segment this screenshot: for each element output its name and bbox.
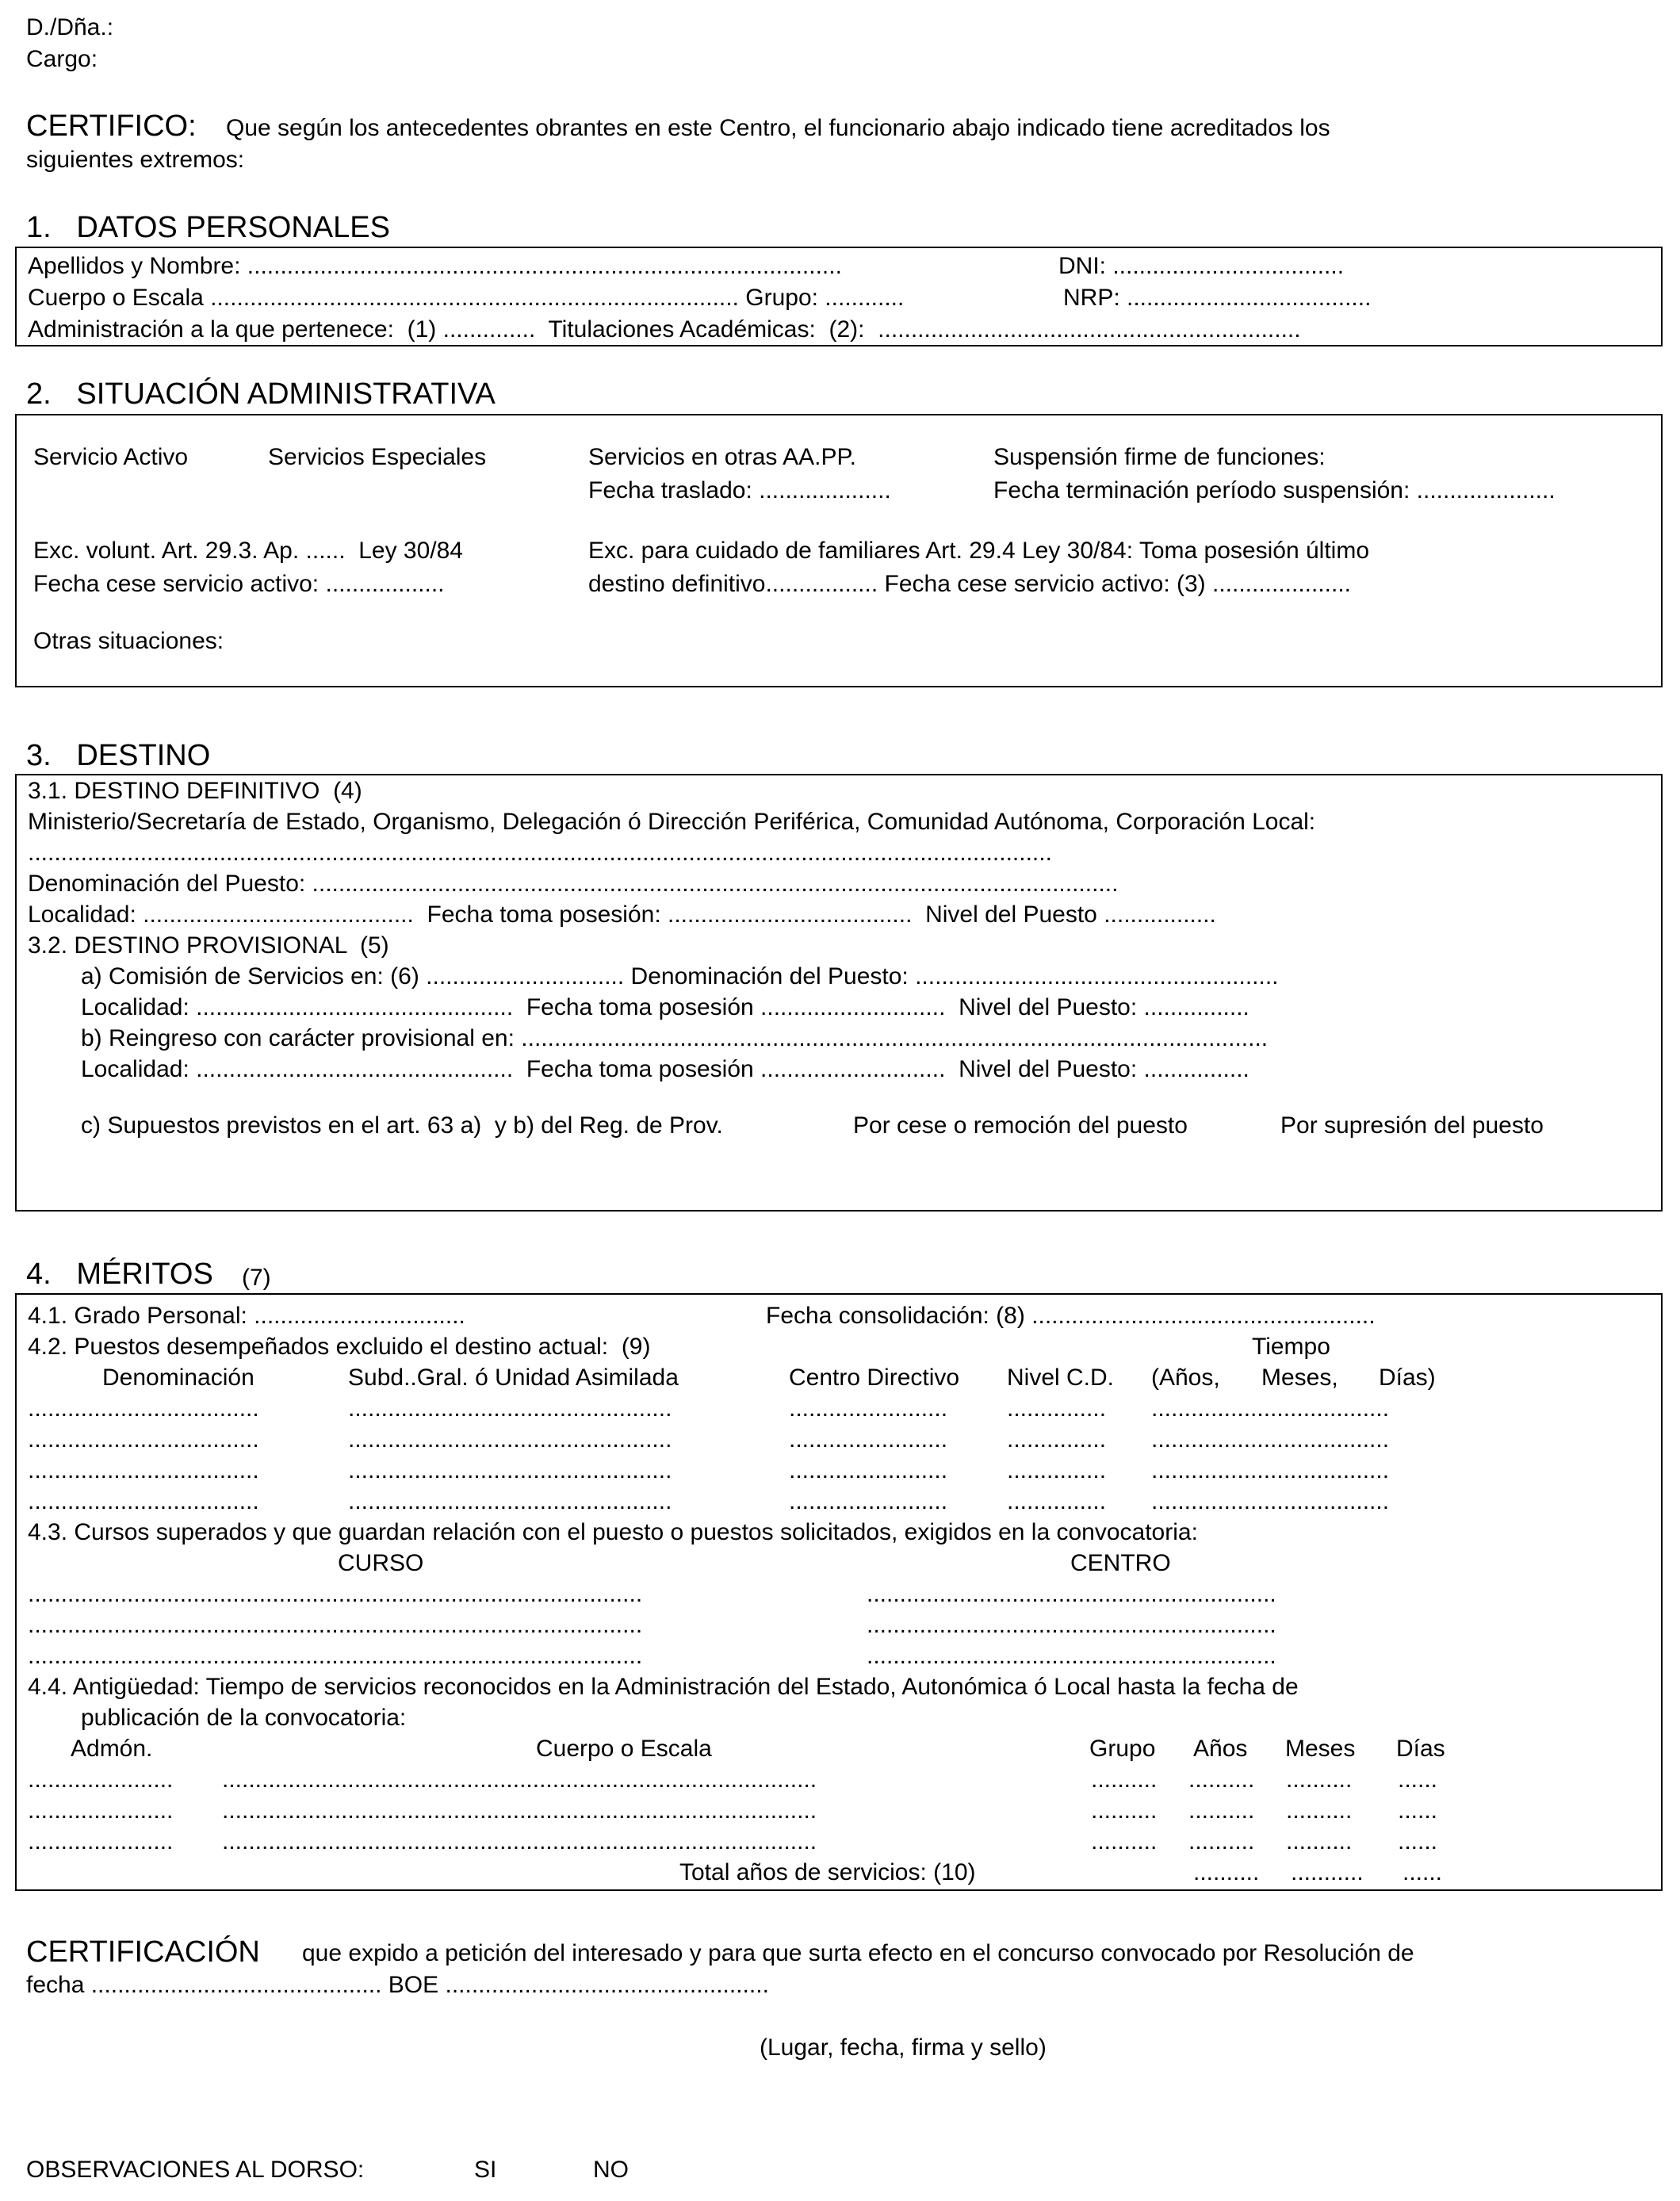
total-meses-value: ........... <box>1291 1859 1364 1885</box>
observaciones-si-option: SI <box>474 2157 497 2183</box>
col-meses: Meses, <box>1261 1365 1338 1391</box>
fecha-traslado-field: Fecha traslado: .................... <box>588 477 891 503</box>
row-cell-nivel: ............... <box>1007 1426 1107 1453</box>
ministerio-field: Ministerio/Secretaría de Estado, Organismo, Delegación ó Dirección Periférica, Comunidad Autónoma, Corporación Local: <box>28 809 1316 835</box>
fecha-consolidacion-field: Fecha consolidación: (8) .................................................... <box>766 1303 1376 1329</box>
fecha-cese-field: Fecha cese servicio activo: .................. <box>33 571 445 597</box>
row-cell-centro: ........................ <box>789 1426 948 1453</box>
row-cell-tiempo: .................................... <box>1151 1488 1390 1514</box>
table-row <box>17 1459 1661 1490</box>
col-denominacion: Denominación <box>102 1365 254 1391</box>
comision-servicios-field: a) Comisión de Servicios en: (6) .............................. Denominación del Puesto: ....................................................... <box>81 963 1279 989</box>
row-cell-centro: ........................ <box>789 1488 948 1514</box>
servicio-activo-option: Servicio Activo <box>33 444 189 470</box>
supuestos-option: c) Supuestos previstos en el art. 63 a) y b) del Reg. de Prov. <box>81 1112 723 1139</box>
observaciones-label: OBSERVACIONES AL DORSO: <box>26 2157 365 2183</box>
section-4-title: 4. MÉRITOS <box>26 1257 213 1291</box>
antiguedad-heading: 4.4. Antigüedad: Tiempo de servicios reconocidos en la Administración del Estado, Autonómica ó Local hasta la fecha de <box>28 1674 1299 1700</box>
section-4-note: (7) <box>242 1265 271 1291</box>
row-cell-dias: ...... <box>1398 1828 1438 1855</box>
col-nivel-cd: Nivel C.D. <box>1007 1365 1115 1391</box>
row-cell-tiempo: .................................... <box>1151 1395 1390 1422</box>
col-meses: Meses <box>1285 1736 1356 1762</box>
section-1-box <box>15 247 1663 346</box>
certificacion-heading: CERTIFICACIÓN <box>26 1935 260 1969</box>
localidad-field: Localidad: ......................................... Fecha toma posesión: ..................................... Nivel del Puesto ................. <box>28 901 1216 928</box>
table-row <box>17 1799 1661 1830</box>
section-4-box <box>15 1293 1663 1891</box>
antiguedad-heading-cont: publicación de la convocatoria: <box>81 1705 407 1731</box>
apellidos-field: Apellidos y Nombre: .......................................................................................... <box>28 253 842 279</box>
col-admon: Admón. <box>71 1736 153 1762</box>
row-cell-tiempo: .................................... <box>1151 1457 1390 1483</box>
table-row <box>17 1768 1661 1799</box>
row-cell-subdireccion: ................................................. <box>348 1426 672 1453</box>
fecha-terminacion-field: Fecha terminación período suspensión: ..................... <box>993 477 1556 503</box>
dni-field: DNI: ................................... <box>1058 253 1345 279</box>
table-row <box>17 1397 1661 1428</box>
localidad-reingreso-field: Localidad: ................................................ Fecha toma posesión ............................ Nivel del Puesto: ................ <box>81 1056 1249 1082</box>
col-dias: Días <box>1396 1736 1445 1762</box>
row-cell-dias: ...... <box>1398 1767 1438 1793</box>
otras-aapp-option: Servicios en otras AA.PP. <box>588 444 856 470</box>
certifico-heading: CERTIFICO: <box>26 109 197 143</box>
row-cell-curso: ............................................................................................. <box>28 1612 643 1638</box>
row-cell-centro: .............................................................. <box>867 1612 1276 1638</box>
table-row <box>17 1830 1661 1861</box>
row-cell-nivel: ............... <box>1007 1488 1107 1514</box>
row-cell-admon: ...................... <box>28 1797 174 1824</box>
certificacion-text: que expido a petición del interesado y para que surta efecto en el concurso convocado por Resolución de <box>302 1940 1414 1966</box>
row-cell-subdireccion: ................................................. <box>348 1457 672 1483</box>
table-row <box>17 1613 1661 1644</box>
row-cell-centro: .............................................................. <box>867 1581 1276 1607</box>
row-cell-denominacion: ................................... <box>28 1488 259 1514</box>
otras-situaciones-field: Otras situaciones: <box>33 628 224 654</box>
grado-personal-field: 4.1. Grado Personal: ................................ <box>28 1303 465 1329</box>
table-row <box>17 1428 1661 1459</box>
exc-voluntaria-option: Exc. volunt. Art. 29.3. Ap. ...... Ley 30/84 <box>33 538 463 564</box>
col-centro-directivo: Centro Directivo <box>789 1365 960 1391</box>
row-cell-nivel: ............... <box>1007 1457 1107 1483</box>
row-cell-grupo: .......... <box>1091 1767 1158 1793</box>
table-row <box>17 1490 1661 1521</box>
row-cell-grupo: .......... <box>1091 1828 1158 1855</box>
row-cell-curso: ............................................................................................. <box>28 1581 643 1607</box>
row-cell-centro: .............................................................. <box>867 1643 1276 1669</box>
table-row <box>17 1644 1661 1675</box>
row-cell-admon: ...................... <box>28 1828 174 1855</box>
col-anos: Años <box>1193 1736 1248 1762</box>
row-cell-anos: .......... <box>1188 1767 1255 1793</box>
total-anos-label: Total años de servicios: (10) <box>679 1859 976 1885</box>
cuerpo-field: Cuerpo o Escala ................................................................................ Grupo: ............ <box>28 285 905 311</box>
row-cell-nivel: ............... <box>1007 1395 1107 1422</box>
destino-definitivo-field: destino definitivo................. Fecha cese servicio activo: (3) ..................... <box>588 571 1352 597</box>
total-anos-value: .......... <box>1193 1859 1260 1885</box>
localidad-comision-field: Localidad: ................................................ Fecha toma posesión ............................ Nivel del Puesto: ................ <box>81 994 1249 1020</box>
col-grupo: Grupo <box>1089 1736 1156 1762</box>
denominacion-puesto-field: Denominación del Puesto: .......................................................................................................................... <box>28 871 1119 897</box>
cargo-field: Cargo: <box>26 46 98 72</box>
person-field: D./Dña.: <box>26 14 114 40</box>
row-cell-tiempo: .................................... <box>1151 1426 1390 1453</box>
destino-provisional-heading: 3.2. DESTINO PROVISIONAL (5) <box>28 932 389 959</box>
section-2-title: 2. SITUACIÓN ADMINISTRATIVA <box>26 377 496 411</box>
col-dias: Días) <box>1379 1365 1436 1391</box>
row-cell-cuerpo: .......................................................................................... <box>222 1828 817 1855</box>
destino-definitivo-heading: 3.1. DESTINO DEFINITIVO (4) <box>28 778 362 804</box>
section-3-box <box>15 774 1663 1212</box>
row-cell-subdireccion: ................................................. <box>348 1488 672 1514</box>
certifico-text-cont: siguientes extremos: <box>26 147 245 173</box>
total-dias-value: ...... <box>1403 1859 1443 1885</box>
administracion-field: Administración a la que pertenece: (1) .............. Titulaciones Académicas: (2): ................................................................ <box>28 316 1301 343</box>
cese-remocion-option: Por cese o remoción del puesto <box>853 1112 1188 1139</box>
row-cell-curso: ............................................................................................. <box>28 1643 643 1669</box>
ministerio-fill-line: ........................................................................................................................................................... <box>28 840 1052 866</box>
lugar-fecha-firma-sello: (Lugar, fecha, firma y sello) <box>760 2034 1047 2061</box>
section-3-title: 3. DESTINO <box>26 739 211 772</box>
row-cell-centro: ........................ <box>789 1457 948 1483</box>
col-anos: (Años, <box>1151 1365 1220 1391</box>
row-cell-denominacion: ................................... <box>28 1426 259 1453</box>
observaciones-no-option: NO <box>593 2157 629 2183</box>
row-cell-cuerpo: .......................................................................................... <box>222 1797 817 1824</box>
col-curso: CURSO <box>338 1550 424 1576</box>
exc-cuidado-option: Exc. para cuidado de familiares Art. 29.4 Ley 30/84: Toma posesión último <box>588 538 1370 564</box>
row-cell-dias: ...... <box>1398 1797 1438 1824</box>
tiempo-header: Tiempo <box>1252 1334 1330 1360</box>
row-cell-grupo: .......... <box>1091 1797 1158 1824</box>
row-cell-denominacion: ................................... <box>28 1457 259 1483</box>
row-cell-meses: .......... <box>1286 1828 1353 1855</box>
supresion-option: Por supresión del puesto <box>1280 1112 1544 1139</box>
nrp-field: NRP: ..................................... <box>1063 285 1372 311</box>
cursos-heading: 4.3. Cursos superados y que guardan relación con el puesto o puestos solicitados, exigidos en la convocatoria: <box>28 1519 1198 1545</box>
col-subdireccion: Subd..Gral. ó Unidad Asimilada <box>348 1365 679 1391</box>
row-cell-centro: ........................ <box>789 1395 948 1422</box>
row-cell-anos: .......... <box>1188 1797 1255 1824</box>
row-cell-anos: .......... <box>1188 1828 1255 1855</box>
certifico-text: Que según los antecedentes obrantes en este Centro, el funcionario abajo indicado tiene acreditados los <box>226 115 1330 141</box>
section-2-box <box>15 414 1663 687</box>
row-cell-admon: ...................... <box>28 1767 174 1793</box>
section-1-title: 1. DATOS PERSONALES <box>26 211 390 244</box>
row-cell-subdireccion: ................................................. <box>348 1395 672 1422</box>
certificacion-fecha-boe: fecha ............................................ BOE ................................................. <box>26 1972 769 1998</box>
row-cell-meses: .......... <box>1286 1767 1353 1793</box>
col-centro: CENTRO <box>1070 1550 1171 1576</box>
reingreso-field: b) Reingreso con carácter provisional en: ................................................................................................................. <box>81 1025 1269 1051</box>
row-cell-cuerpo: .......................................................................................... <box>222 1767 817 1793</box>
puestos-heading: 4.2. Puestos desempeñados excluido el destino actual: (9) <box>28 1334 651 1360</box>
col-cuerpo: Cuerpo o Escala <box>536 1736 712 1762</box>
row-cell-meses: .......... <box>1286 1797 1353 1824</box>
table-row <box>17 1583 1661 1613</box>
suspension-option: Suspensión firme de funciones: <box>993 444 1326 470</box>
servicios-especiales-option: Servicios Especiales <box>268 444 487 470</box>
row-cell-denominacion: ................................... <box>28 1395 259 1422</box>
